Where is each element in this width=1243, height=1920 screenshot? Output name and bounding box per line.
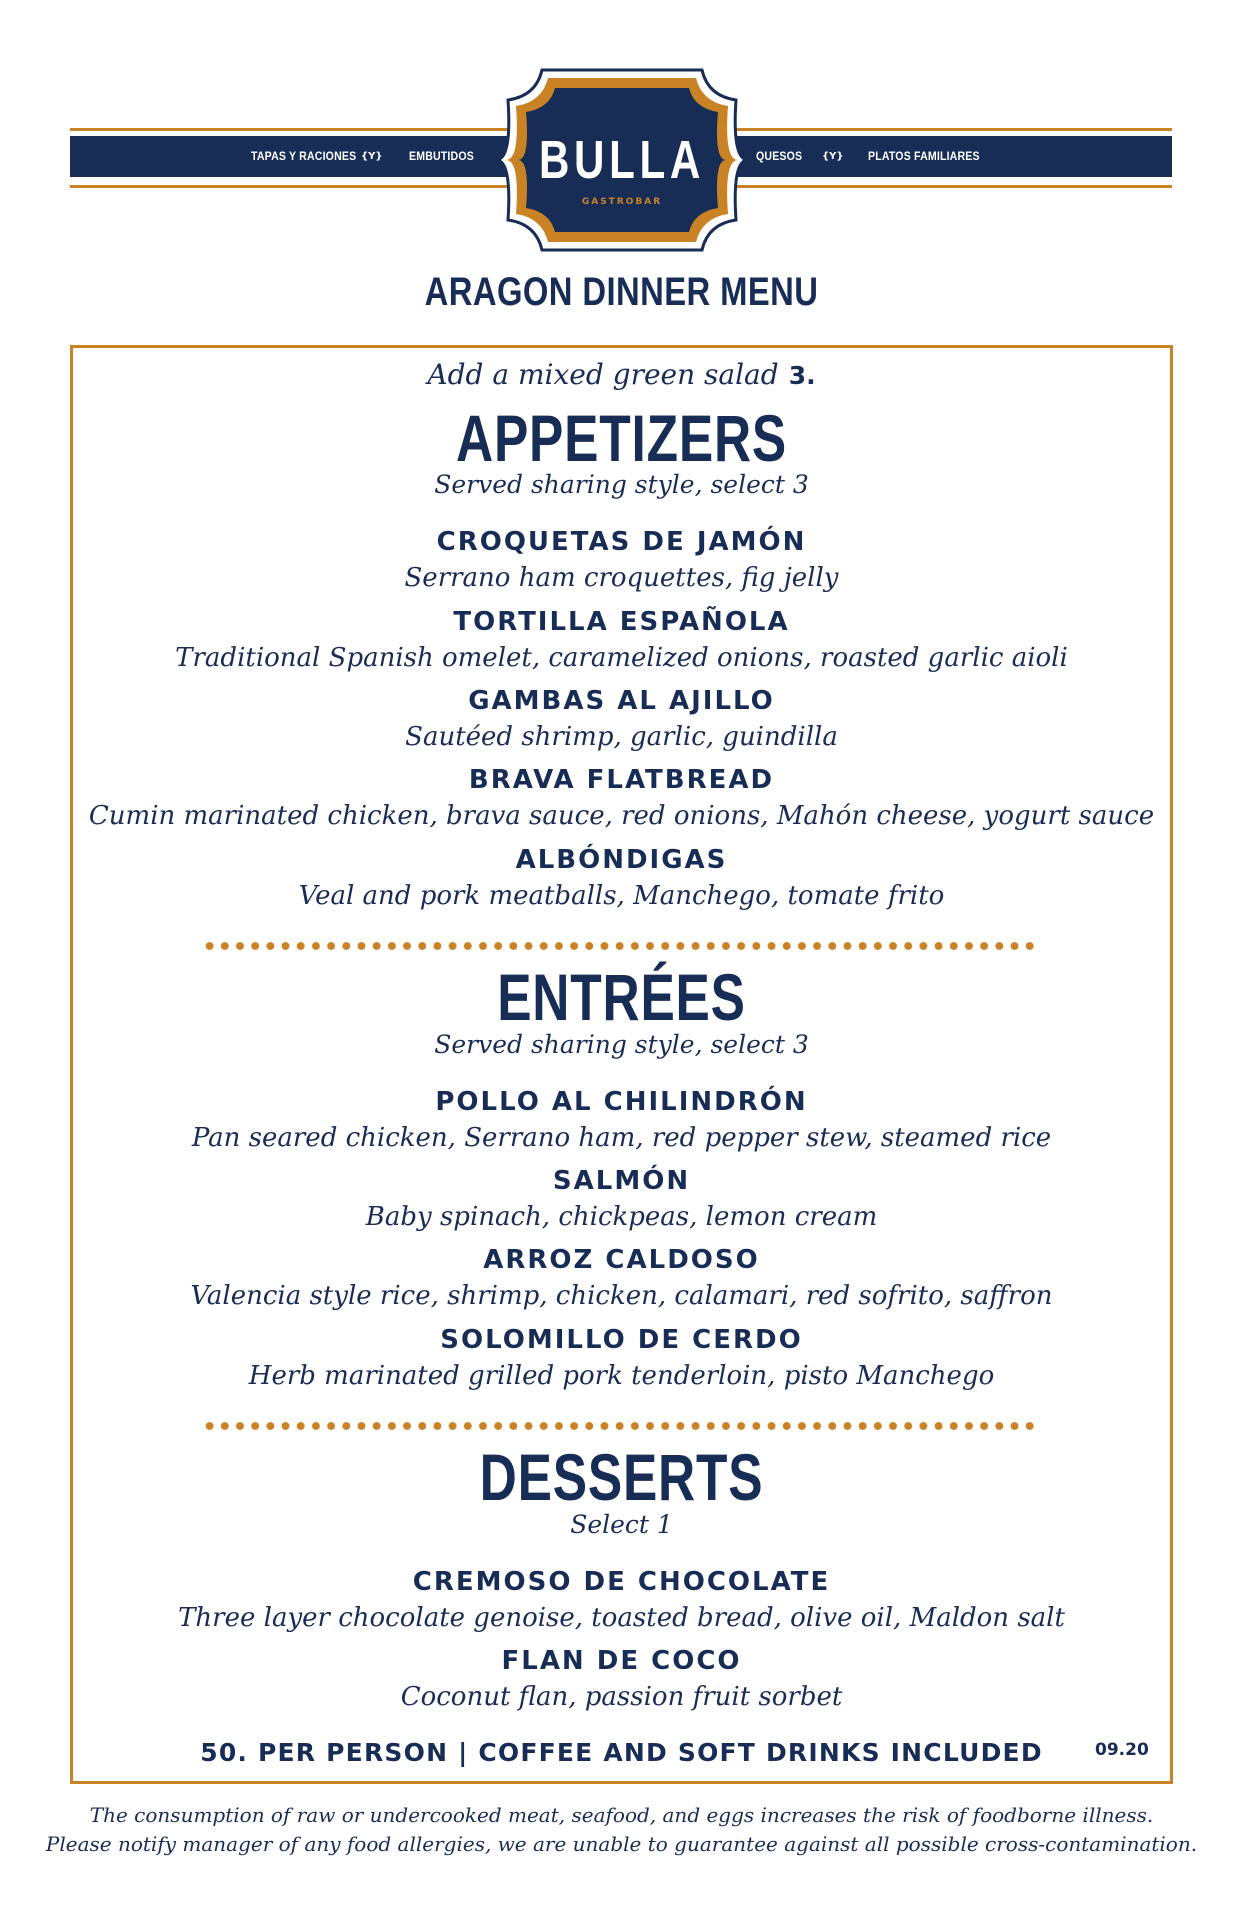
disclaimer-line: Please notify manager of any food allergies, we are unable to guarantee against all possible cross-contamination.	[45, 1832, 1198, 1856]
menu-item-desc: Sautéed shrimp, garlic, guindilla	[405, 722, 838, 752]
disclaimer-line: The consumption of raw or undercooked meat, seafood, and eggs increases the risk of foodborne illness.	[89, 1803, 1154, 1827]
menu-item-name: TORTILLA ESPAÑOLA	[453, 607, 790, 637]
logo-name-text: BULLA	[538, 130, 706, 191]
nav-tapas-y-raciones: TAPAS Y RACIONES	[251, 149, 357, 163]
menu-item-desc: Veal and pork meatballs, Manchego, tomate frito	[298, 881, 945, 911]
page-title: ARAGON DINNER MENU	[424, 270, 819, 314]
nav-platos-familiares: PLATOS FAMILIARES	[868, 149, 980, 163]
section-title-appetizers: APPETIZERS	[455, 401, 788, 475]
section-subtitle-desserts: Select 1	[570, 1510, 673, 1539]
salad-note-text: Add a mixed green salad	[427, 358, 779, 391]
menu-item-desc: Baby spinach, chickpeas, lemon cream	[365, 1202, 878, 1232]
nav-separator-icon: {Y}	[361, 151, 383, 162]
menu-item-name: BRAVA FLATBREAD	[468, 765, 775, 795]
menu-item-name: CROQUETAS DE JAMÓN	[436, 527, 807, 557]
price-line: 50. PER PERSON | COFFEE AND SOFT DRINKS INCLUDED	[200, 1738, 1043, 1767]
section-title-entrees: ENTRÉES	[497, 960, 746, 1034]
version-code: 09.20	[1095, 1740, 1149, 1760]
menu-item-name: GAMBAS AL AJILLO	[468, 686, 775, 716]
section-title-desserts: DESSERTS	[479, 1440, 764, 1514]
menu-item-desc: Cumin marinated chicken, brava sauce, red onions, Mahón cheese, yogurt sauce	[88, 801, 1155, 831]
section-subtitle-entrees: Served sharing style, select 3	[434, 1030, 809, 1059]
dotted-divider	[202, 941, 1040, 951]
section-subtitle-appetizers: Served sharing style, select 3	[434, 470, 809, 499]
menu-item-desc: Coconut flan, passion fruit sorbet	[400, 1682, 843, 1712]
menu-item-name: SALMÓN	[552, 1166, 691, 1196]
menu-item-desc: Pan seared chicken, Serrano ham, red pepper stew, steamed rice	[191, 1123, 1052, 1153]
salad-note	[0, 358, 1243, 391]
nav-quesos: QUESOS	[756, 149, 803, 163]
menu-item-name: ALBÓNDIGAS	[515, 845, 728, 875]
menu-item-desc: Herb marinated grilled pork tenderloin, pisto Manchego	[248, 1361, 995, 1391]
menu-item-name: FLAN DE COCO	[501, 1646, 742, 1676]
menu-item-desc: Valencia style rice, shrimp, chicken, calamari, red sofrito, saffron	[190, 1281, 1053, 1311]
bulla-logo	[494, 66, 750, 254]
dotted-divider	[202, 1421, 1040, 1431]
menu-item-name: ARROZ CALDOSO	[483, 1245, 760, 1275]
menu-item-name: CREMOSO DE CHOCOLATE	[412, 1567, 831, 1597]
menu-item-desc: Three layer chocolate genoise, toasted bread, olive oil, Maldon salt	[178, 1603, 1065, 1633]
nav-embutidos: EMBUTIDOS	[409, 149, 474, 163]
logo-tagline-text: GASTROBAR	[581, 197, 663, 207]
menu-item-name: POLLO AL CHILINDRÓN	[435, 1087, 808, 1117]
menu-item-desc: Traditional Spanish omelet, caramelized onions, roasted garlic aioli	[175, 643, 1068, 673]
nav-separator-icon: {Y}	[822, 151, 844, 162]
salad-note-price: 3.	[788, 361, 816, 390]
menu-item-name: SOLOMILLO DE CERDO	[440, 1325, 803, 1355]
menu-item-desc: Serrano ham croquettes, fig jelly	[404, 563, 839, 593]
